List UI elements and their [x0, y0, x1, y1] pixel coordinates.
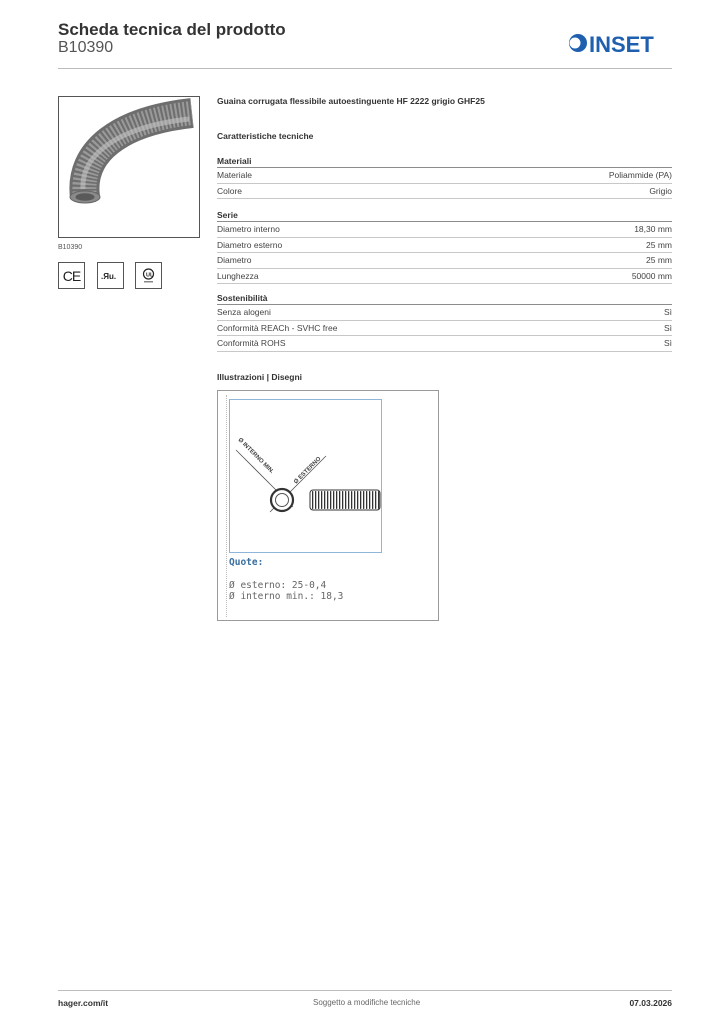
- ce-mark-icon: [58, 262, 85, 289]
- spec-row: [217, 222, 672, 238]
- spec-label: Senza alogeni: [217, 307, 271, 317]
- product-code: B10390: [58, 39, 114, 56]
- spec-group-serie: [217, 209, 672, 284]
- spec-group-materiali: [217, 155, 672, 199]
- label-outer-diameter: Ø ESTERNO: [293, 456, 323, 486]
- spec-row: [217, 305, 672, 321]
- illustrations-heading: Illustrazioni | Disegni: [217, 372, 303, 382]
- quote-line: Ø interno min.: 18,3: [229, 591, 344, 602]
- corrugated-conduit-icon: [59, 97, 199, 237]
- group-title: Sostenibilità: [217, 292, 672, 305]
- spec-value: Sì: [663, 338, 672, 348]
- spec-label: Diametro esterno: [217, 239, 283, 250]
- spec-group-sostenibilita: [217, 292, 672, 352]
- spec-label: Lunghezza: [217, 270, 259, 281]
- spec-row: [217, 321, 672, 337]
- svg-text:.Яu.: .Яu.: [101, 272, 117, 281]
- spec-row: [217, 238, 672, 254]
- group-title: Serie: [217, 209, 672, 222]
- page-title: Scheda tecnica del prodotto: [58, 20, 286, 39]
- spec-value: 25 mm: [646, 239, 672, 250]
- spec-label: Conformità ROHS: [217, 338, 286, 348]
- spec-label: Diametro: [217, 255, 252, 265]
- group-title: Materiali: [217, 155, 672, 168]
- quote-line: Ø esterno: 25-0,4: [229, 580, 327, 591]
- conduit-section-drawing: [230, 400, 381, 552]
- spec-label: Conformità REACh - SVHC free: [217, 322, 338, 333]
- footer-divider: [58, 990, 672, 991]
- spec-value: 50000 mm: [631, 270, 672, 281]
- ul-recognized-icon: [97, 262, 124, 289]
- product-name: Guaina corrugata flessibile autoestinguente HF 2222 grigio GHF25: [217, 96, 485, 106]
- spec-value: 18,30 mm: [634, 224, 672, 234]
- spec-label: Materiale: [217, 170, 252, 180]
- spec-row: [217, 253, 672, 269]
- spec-value: Sì: [663, 307, 672, 317]
- spec-row: [217, 336, 672, 352]
- drawing-guide: [226, 395, 227, 617]
- specs-heading: Caratteristiche tecniche: [217, 131, 314, 141]
- spec-row: [217, 168, 672, 184]
- spec-value: Sì: [663, 322, 672, 333]
- label-inner-diameter: Ø INTERNO MIN.: [236, 437, 275, 476]
- footer-website-link[interactable]: hager.com/it: [58, 998, 109, 1008]
- quote-title: Quote:: [229, 557, 264, 568]
- brand-name: INSET: [589, 32, 654, 55]
- spec-value: 25 mm: [646, 255, 672, 265]
- spec-value: Poliammide (PA): [608, 170, 672, 180]
- product-image: [58, 96, 200, 238]
- svg-text:UL: UL: [146, 272, 154, 279]
- inset-logo: [568, 31, 674, 55]
- corrugated-tube-side-view: [310, 490, 380, 510]
- spec-label: Diametro interno: [217, 224, 280, 234]
- footer-date: 07.03.2026: [629, 998, 672, 1008]
- technical-drawing: [217, 390, 439, 621]
- spec-value: Grigio: [649, 185, 672, 196]
- spec-label: Colore: [217, 185, 243, 196]
- ul-listed-icon: [135, 262, 162, 289]
- spec-row: [217, 269, 672, 285]
- spec-row: [217, 184, 672, 200]
- footer-note: Soggetto a modifiche tecniche: [313, 998, 421, 1007]
- ce-mark-text: CE: [62, 267, 81, 284]
- image-caption: B10390: [58, 244, 83, 251]
- drawing-frame: [229, 399, 382, 553]
- header-divider: [58, 68, 672, 69]
